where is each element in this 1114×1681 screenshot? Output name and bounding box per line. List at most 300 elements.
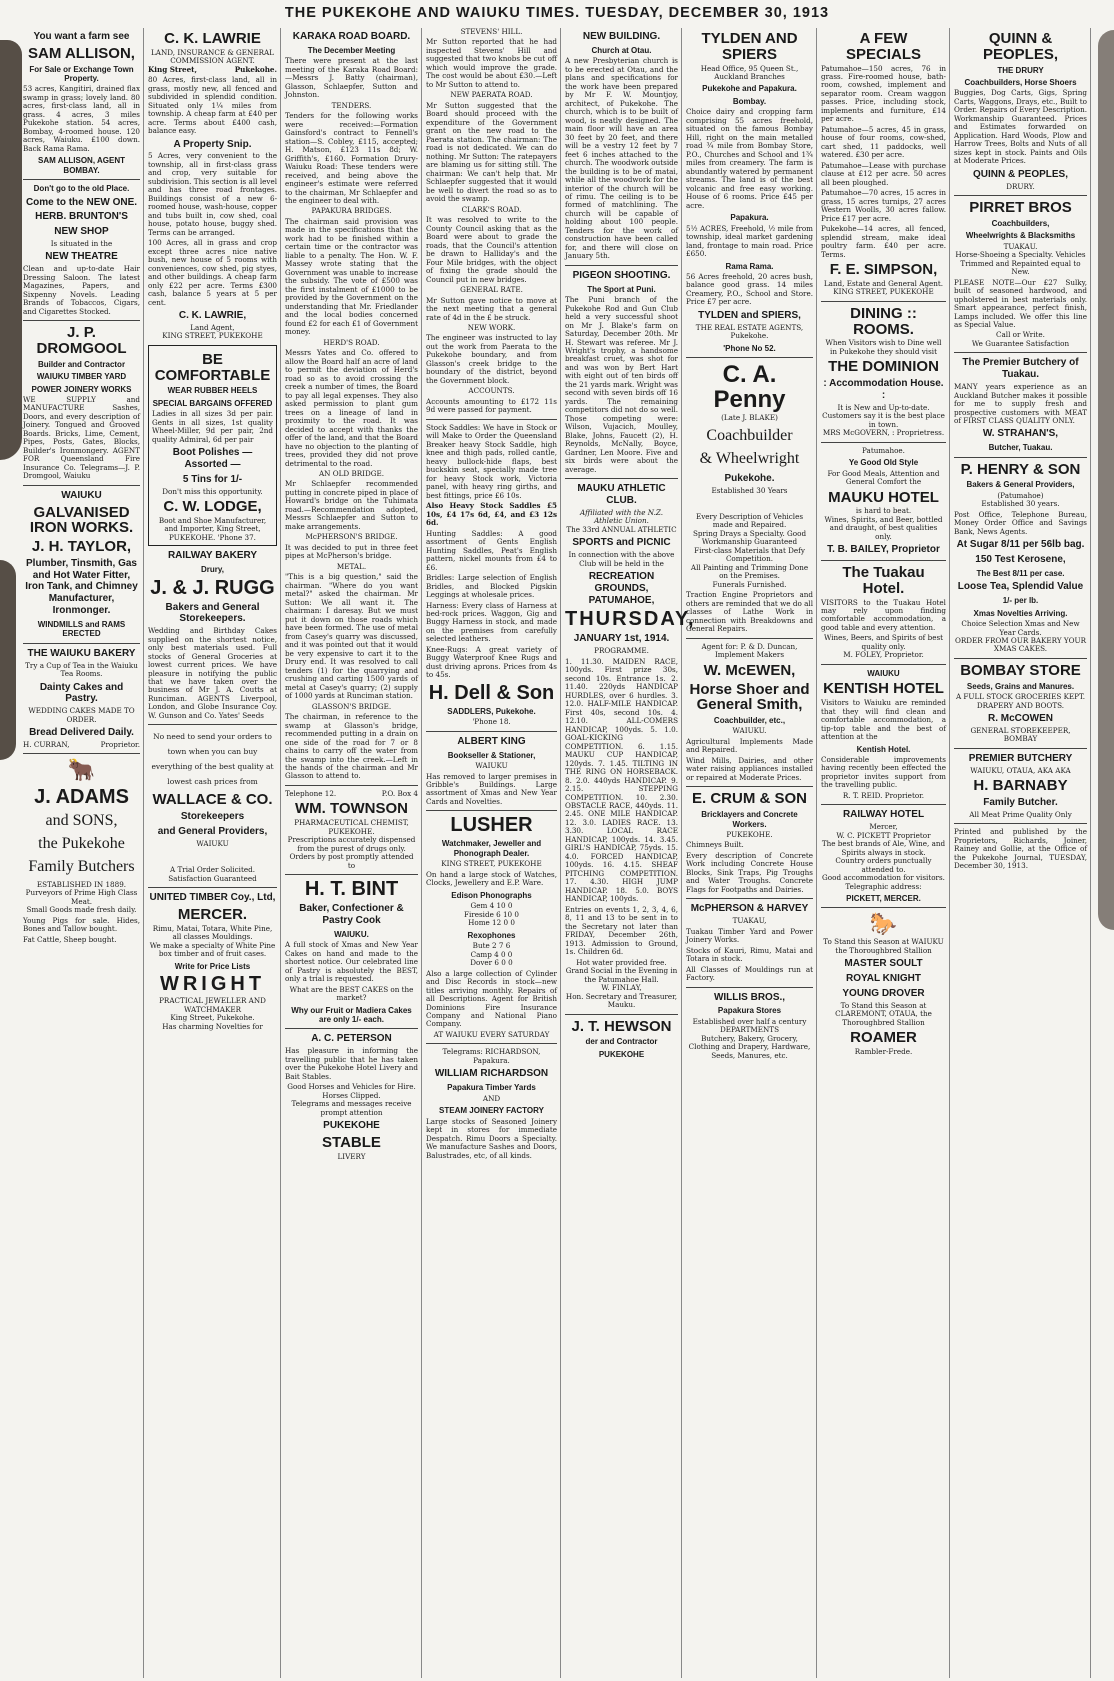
ts-name: TYLDEN and SPIERS,: [698, 309, 801, 321]
jan-date: JANUARY 1st, 1914.: [573, 633, 670, 645]
galvanised-works: GALVANISED IRON WORKS.: [29, 503, 134, 537]
penny-puk: Pukekohe.: [724, 472, 775, 484]
tuakau-hotel: The Tuakau Hotel.: [842, 564, 925, 597]
adams-pukekohe: the Pukekohe: [38, 835, 125, 853]
windmills: WINDMILLS and RAMS ERECTED: [37, 619, 126, 639]
lawrie-king: King Street,: [148, 64, 197, 74]
united-rimu: Rimu, Matai, Totara, White Pine, all classes Mouldings.: [152, 923, 273, 942]
be-comfortable: BE COMFORTABLE: [154, 350, 271, 384]
ckl-name: C. K. LAWRIE,: [178, 310, 247, 322]
situated: Is situated in the: [50, 239, 113, 248]
new-shop: NEW SHOP: [54, 226, 109, 238]
finlay: W. FINLAY,: [601, 983, 642, 993]
lodge-sub: Boot and Shoe Manufacturer, and Importer, King Street, PUKEKOHE. 'Phone 37.: [158, 515, 267, 542]
herds-head: HERD'S ROAD.: [323, 337, 380, 347]
king-waiuku: WAIUKU: [475, 761, 508, 771]
mcewen-waiuku: WAIUKU.: [732, 726, 767, 736]
pirret-please: PLEASE NOTE—Our £27 Sulky, built of seasoned hardwood, and upholstered in best materials only. Smart appearance, perfect finish, Lamps included. We offer this line as Special Value.: [954, 277, 1087, 329]
newwork-text: The engineer was instructed to lay out the work from Paerata to the Pukekohe boundary, and from Glasson's creek bridge to the boundary of the district, beyond the Government block.: [426, 333, 557, 385]
dover: Dover 6 0 0: [470, 958, 513, 968]
special-1: Patumahoe—150 acres, 76 in grass. Fire-roomed house, bath-room, cowshed, implement and separator room. Cream waggon passes. Price, including stock, implements and furniture, £14 per acre.: [821, 63, 946, 124]
peterson-title: A. C. PETERSON: [311, 1033, 392, 1045]
records: Also a large collection of Cylinder and Disc Records in stock—new titles arriving monthly. Repairs of all Descriptions. Agent for British Dominions Fire Insurance Company and National Piano Company.: [426, 968, 557, 1029]
tuakau-visitors: VISITORS to the Tuakau Hotel may rely upon finding comfortable accommodation, a good table and every attention.: [821, 597, 946, 632]
quinn-text: Buggies, Dog Carts, Gigs, Spring Carts, Waggons, Drays, etc., Built to Order. Repairs of Every Description. Workmanship Guaranteed. Prices and Estimates forwarded on Application. Hard Woods, Plow and Harrow Trees, Bolts and Nuts of all sizes kept in stock. Paints and Oils at Moderate Prices.: [954, 88, 1087, 166]
bint-title: H. T. BINT: [304, 878, 399, 901]
penny-spring: Spring Drays a Specialty. Good Workmanship Guaranteed: [692, 528, 807, 547]
premier-butchery-2: PREMIER BUTCHERY: [968, 752, 1073, 764]
penny-coach: Coachbuilder: [706, 426, 793, 444]
lusher-addr: KING STREET, PUKEKOHE: [441, 859, 542, 869]
kentish-2: Kentish Hotel.: [856, 744, 911, 754]
stand-claremont: To Stand this Season at CLAREMONT, OTAUA, the Thoroughbred Stallion: [835, 1000, 932, 1027]
lawrie-5: 5 Acres, very convenient to the township, all in first-class grass and crop, very suitable for subdivision. This section is all level and has three road frontages. Buildings consist of a new 6-roomed house, wash-house, copper and tubs built in, cow shed, coal house, potato house, buggy shed. Terms can be arranged.: [148, 151, 277, 237]
loose-tea: Loose Tea, Splendid Value: [957, 581, 1084, 593]
dromgool-sub: Builder and Contractor: [37, 359, 126, 369]
lawrie-title: C. K. LAWRIE: [164, 30, 261, 47]
simpson-title: F. E. SIMPSON,: [829, 261, 938, 279]
hot-water: Hot water provided free.: [576, 957, 667, 967]
satisfaction: Satisfaction Guaranteed: [168, 873, 257, 883]
chemist: PHARMACEUTICAL CHEMIST, PUKEKOHE.: [294, 818, 409, 836]
edison: Edison Phonographs: [451, 890, 532, 900]
dell-sub: SADDLERS, Pukekohe.: [447, 706, 536, 716]
need-text: No need to send your orders to town when you can buy everything of the best quality at lowest cash prices from: [151, 732, 274, 787]
special-2: Patumahoe—5 acres, 45 in grass, house of four rooms, cow-shed, cart shed, 11 paddocks, well watered. £30 per acre.: [821, 124, 946, 160]
simpson-addr: KING STREET, PUKEKOHE: [833, 287, 934, 297]
church-text: A new Presbyterian church is to be erected at Otau, and the plans and specifications for the work have been prepared by Mr F. W. Mountjoy, architect, of Pukekohe. The church, which is to be built of wood, is neatly designed. The main floor will have an area 30 feet by 20 feet, and there will be a vestry 12 feet by 7 feet 6 inches attached to the church. The woodwork outside the building is to be of matai, while all the woodwork for the interior of the church will be of rimu. The ceiling is to be formed of matchlining. The church will be capable of holding about 100 people. Tenders for the work of construction have been called for, and there will close on January 5th.: [565, 56, 678, 261]
newpaerata-text: Mr Sutton suggested that the Board should proceed with the expenditure of the Government grant on the new road to the Paerata station. The chairman: The road is not dedicated. We can do nothing. Mr Sutton: The ratepayers are blaming us for sitting still. The chairman: We can't help that. Mr Schlaepfer suggested that it would be well to divert the road so as to avoid the swamp.: [426, 100, 557, 204]
gem: Gem 4 10 0: [470, 901, 513, 911]
mauku-hotel: MAUKU HOTEL: [828, 488, 939, 506]
mcgovern: MRS McGOVERN, : Proprietress.: [822, 428, 945, 438]
railway-hotel: RAILWAY HOTEL: [842, 809, 925, 821]
rama-text: 56 Acres freehold, 20 acres bush, balance good grass. 14 miles Creamery, P.O., School and Store. Price £7 per acre.: [686, 271, 813, 307]
henry-pat: (Patumahoe): [997, 490, 1044, 500]
curran-role: Proprietor.: [100, 739, 140, 749]
dell-title: H. Dell & Son: [428, 681, 555, 704]
agent-for: Agent for: P. & D. Duncan, Implement Makers: [701, 641, 798, 660]
special-4: Patumahoe—70 acres, 15 acres in grass, 15 acres turnips, 27 acres Western Woolls, 30 acres fallow. Price £17 per acre.: [821, 188, 946, 223]
home: Home 12 0 0: [468, 918, 515, 928]
bombay-grocery: A FULL STOCK GROCERIES KEPT.: [955, 692, 1086, 702]
barnaby: H. BARNABY: [973, 777, 1068, 795]
pirret-sub: Coachbuilders,: [991, 218, 1050, 228]
mouldings: All Classes of Mouldings run at Factory.: [686, 964, 813, 983]
entries: Entries on events 1, 2, 3, 4, 6, 8, 11 and 13 to be sent in to the Secretary not later than FRIDAY, December 26th, 1913. Admission to Ground, 1s. Children 6d.: [565, 904, 678, 957]
bombay-drapery: DRAPERY AND BOOTS.: [976, 700, 1065, 710]
glasson-head: GLASSON'S BRIDGE.: [311, 701, 392, 711]
kentish-waiuku: WAIUKU: [867, 668, 900, 678]
penny-painting: All Painting and Trimming Done on the Premises.: [690, 562, 809, 581]
simpson-sub: Land, Estate and General Agent.: [823, 278, 944, 288]
waiuku-line: WAIUKU: [196, 838, 229, 848]
stocks: Stocks of Kauri, Rimu, Matai and Totara in stock.: [686, 945, 813, 964]
wright-title: WRIGHT: [159, 973, 266, 996]
pirret-wheel: Wheelwrights & Blacksmiths: [965, 231, 1076, 241]
column-2: [145, 28, 281, 1678]
general-providers: and General Providers,: [157, 825, 268, 837]
newpaerata-head: NEW PAERATA ROAD.: [450, 90, 533, 100]
sam-allison-title: SAM ALLISON,: [28, 44, 135, 62]
papakura-head: Papakura.: [730, 213, 769, 223]
new-theatre: NEW THEATRE: [45, 251, 118, 263]
lawrie-80: 80 Acres, first-class land, all in grass, mostly new, all fenced and subdivided in splendid condition. Situated only 1¼ miles from township. A cheap farm at £40 per acre. Terms about £400 cash, balance easy.: [148, 75, 277, 136]
king-text: Has removed to larger premises in Gribble's Buildings. Large assortment of Xmas and New Year Cards and Novelties.: [426, 771, 557, 806]
hewson-sub: der and Contractor: [585, 1037, 658, 1047]
dont-miss: Don't miss this opportunity.: [162, 486, 263, 496]
karaka-t7: "This is a big question," said the chairman. "Where do you want metal?" asked the chairman. Mr Sutton: We all want it. The chairman: I daresay. But we must put it down on those roads which have been formed. The use of metal from Casey's quarry was discussed, and it was pointed out that it would be very expensive to cart it to the Drury end. It was resolved to call tenders (1) for the quarrying and crushing and carting 1500 yards of metal at Casey's quarry; (2) supply of 1000 yards at Runciman station.: [285, 572, 418, 701]
young-drover: YOUNG DROVER: [842, 987, 925, 999]
dont-go: Don't go to the old Place.: [33, 184, 130, 194]
column-3: [282, 28, 422, 1678]
crum-sub: Bricklayers and Concrete Workers.: [701, 810, 798, 829]
reid: R. T. REID. Proprietor.: [842, 790, 925, 800]
united-mercer: MERCER.: [177, 906, 248, 924]
rate-text: Mr Sutton gave notice to move at the next meeting that a general rate of 4d in the £ be struck.: [426, 295, 557, 322]
affiliated: Affiliated with the N.Z. Athletic Union.: [579, 507, 664, 526]
premier-butchery: The Premier Butchery of Tuakau.: [962, 357, 1079, 381]
mcph-harvey: McPHERSON & HARVEY: [690, 903, 809, 915]
bint-waiuku: WAIUKU.: [334, 929, 369, 939]
tins: 5 Tins for 1/-: [182, 473, 243, 485]
lodge-title: C. W. LODGE,: [163, 498, 262, 516]
hunting: Hunting Saddles: A good assortment of Gents English Hunting Saddles, Peat's English pattern, nickel mounts from £4 to £6.: [426, 528, 557, 572]
coachbuilder: Coachbuilder, etc.,: [713, 716, 786, 725]
tylden-branches: Pukekohe and Papakura.: [702, 84, 797, 94]
patumahoe-head: Patumahoe.: [862, 445, 905, 455]
bailey: T. B. BAILEY, Proprietor: [827, 544, 940, 556]
penny-estab: Established 30 Years: [711, 485, 788, 495]
henry-postoffice: Post Office, Telephone Bureau, Money Order Office and Savings Bank, News Agents.: [954, 509, 1087, 536]
tenders-head: TENDERS.: [331, 100, 372, 110]
bread-delivered: Bread Delivered Daily.: [29, 727, 134, 739]
sam-agent: SAM ALLISON, AGENT BOMBAY.: [38, 156, 125, 175]
pukekohe-stable: PUKEKOHE: [323, 1120, 380, 1132]
rugg-bakers: Bakers and General Storekeepers.: [165, 601, 260, 625]
accounts-text: Accounts amounting to £172 11s 9d were passed for payment.: [426, 396, 557, 415]
roamer-sub: Rambler-Frede.: [854, 1046, 913, 1056]
bombay-head: Bombay.: [732, 96, 767, 106]
qp-name: QUINN & PEOPLES,: [972, 168, 1068, 180]
ladies-text: Ladies in all sizes 3d per pair. Gents in all sizes, 1st quality Wheel-Miller, 9d per pair, 2nd quality Admiral, 6d per pair: [152, 409, 273, 444]
best-cakes: What are the BEST CAKES on the market?: [289, 984, 414, 1003]
henry-sub: Bakers & General Providers,: [966, 480, 1075, 490]
karaka-t8: The chairman, in reference to the swamp at Glasson's bridge, recommended putting in a drain on one side of the road for 7 or 8 chains to carry off the water from the swamp into the creek.—Left in the hands of the chairman and Mr Glasson to attend to.: [285, 712, 418, 781]
connection: In connection with the above Club will be held in the: [568, 550, 675, 568]
karaka-t4: Messrs Yates and Co. offered to allow the Board half an acre of land to permit the deviation of Herd's road so as to avoid crossing the creek a number of times, the Board to pay all legal expenses. They also asked permission to plant gum trees on a lineage of land in proximity to the road. It was decided to accept with thanks the offer of the land, and that the Board have no objection to the planting of trees, provided they did not prove detrimental to the road.: [285, 348, 418, 468]
newbuilding-head: NEW BUILDING.: [582, 31, 661, 42]
column-4: [423, 28, 561, 1678]
henry-title: P. HENRY & SON: [960, 460, 1081, 478]
bint-baker: Baker, Confectioner & Pastry Cook: [299, 903, 404, 926]
wright-has: Has charming Novelties for: [162, 1021, 263, 1031]
karaka-t6: It was decided to put in three feet pipes at McPherson's bridge.: [285, 542, 418, 561]
special-5: Pukekohe—14 acres, all fenced, splendid stream, make ideal poultry farm. £40 per acre. Terms.: [821, 224, 946, 259]
karaka-title: KARAKA ROAD BOARD.: [292, 31, 411, 42]
lusher-text: On hand a large stock of Watches, Clocks, Jewellery and E.P. Ware.: [426, 869, 557, 888]
kero-best: The Best 8/11 per case.: [976, 568, 1065, 578]
recreation: RECREATION GROUNDS, PATUMAHOE,: [588, 571, 655, 606]
rich-title: WILLIAM RICHARDSON: [434, 1068, 549, 1080]
crum-title: E. CRUM & SON: [691, 790, 807, 808]
taylor-title: J. H. TAYLOR,: [31, 538, 132, 556]
come-new: Come to the NEW ONE.: [25, 196, 138, 208]
premier-many: MANY years experience as an Auckland Butcher makes it possible for me to supply fresh and prospective customers with MEAT of FIRST CLASS QUALITY ONLY.: [954, 382, 1087, 425]
henry-est: Established 30 years.: [981, 499, 1060, 509]
dining-rooms: DINING :: ROOMS.: [850, 304, 917, 338]
adams-family: Family Butchers: [28, 858, 135, 876]
sugar: At Sugar 8/11 per 56lb bag.: [956, 539, 1085, 551]
rugg-text: Wedding and Birthday Cakes supplied on the shortest notice, only best materials used. Full stocks of General Groceries at lowest current prices. We have pleasure in notifying the public that we have taken over the business of Mr J. A. Coutts at Runciman. AGENTS Liverpool, London, and Globe Insurance Coy. W. Gunson and Co. Yates' Seeds: [148, 626, 277, 720]
telegrams: Telegrams and messages receive prompt attention: [291, 1099, 412, 1117]
sam-sub: For Sale or Exchange Town Property.: [29, 64, 134, 83]
rate-head: GENERAL RATE.: [460, 285, 523, 295]
good-accom: Good accommodation for visitors.: [822, 873, 945, 883]
stand-waiuku: To Stand this Season at WAIUKU the Thoroughbred Stallion: [823, 937, 944, 955]
thursday: THURSDAY,: [565, 608, 696, 631]
telegraphic: Telegraphic address:: [845, 881, 922, 891]
sports-picnic: SPORTS and PICNIC: [572, 537, 671, 549]
quinn-coach: Coachbuilders, Horse Shoers: [964, 77, 1077, 87]
wallace-title: WALLACE & CO.: [152, 791, 273, 809]
railway-mercer: Mercer,: [869, 822, 898, 832]
lusher-sub: Watchmaker, Jeweller and Phonograph Dealer.: [441, 839, 542, 858]
penny-title: C. A. Penny: [713, 361, 786, 414]
master-soult: MASTER SOULT: [844, 958, 923, 970]
adams-cattle: Fat Cattle, Sheep bought.: [23, 934, 117, 944]
royal-knight: ROYAL KNIGHT: [845, 973, 921, 985]
choice-cards: Choice Selection Xmas and New Year Cards.: [961, 619, 1080, 637]
accom-house: : Accommodation House. :: [823, 378, 944, 401]
lawrie-puk: Pukekohe.: [234, 64, 277, 74]
stevens-head: STEVENS' HILL.: [460, 27, 523, 36]
horses-clipped: Horses Clipped.: [322, 1090, 381, 1100]
hewson-title: J. T. HEWSON: [571, 1017, 672, 1035]
willis-sub: Papakura Stores: [717, 1006, 782, 1016]
peterson-text: Has pleasure in informing the travelling public that he has taken over the Pukekohe Hotel Livery and Bait Stables.: [285, 1046, 418, 1081]
kerosene: 150 Test Kerosene,: [975, 554, 1066, 566]
bombay-store: BOMBAY STORE: [960, 661, 1081, 679]
waiuku-label: WAIUKU: [61, 489, 102, 501]
oldbridge-head: AN OLD BRIDGE.: [318, 469, 385, 478]
ckl-role: Land Agent,: [190, 322, 235, 332]
concrete: Every description of Concrete Work including Concrete House Blocks, Sink Traps, Pig Troughs and Water Troughs. Concrete Flags for Footpaths and Dairies.: [686, 850, 813, 894]
special-bargains: SPECIAL BARGAINS OFFERED: [152, 398, 273, 408]
storekeepers: Storekeepers: [180, 811, 245, 823]
wear-rubber: WEAR RUBBER HEELS: [167, 386, 258, 396]
order-bakery: ORDER FROM OUR BAKERY YOUR XMAS CAKES.: [954, 635, 1086, 654]
why-cakes: Why our Fruit or Madiera Cakes are only 1/- each.: [291, 1005, 412, 1024]
prime-meat: All Meat Prime Quality Only: [969, 809, 1072, 819]
tylden-office: Head Office, 95 Queen St., Auckland Branches: [700, 63, 799, 81]
pigeon-head: PIGEON SHOOTING.: [572, 269, 671, 281]
mauku-wines: Wines, Spirits, and Beer, bottled and draught, of best qualities only.: [824, 514, 943, 541]
grand-social: Grand Social in the Evening in the Patumahoe Hall.: [565, 966, 678, 984]
strahan: W. STRAHAN'S,: [982, 428, 1059, 440]
good-meals: For Good Meals, Attention and General Comfort the: [827, 468, 940, 487]
also-saddles: Also Heavy Stock Saddles £5 10s, £4 17s 6d, £4, and £3 12s 6d.: [426, 501, 557, 528]
hewson-addr: PUKEKOHE: [598, 1049, 645, 1059]
tylden-title: TYLDEN AND SPIERS: [701, 30, 798, 63]
the-drury: THE DRURY: [997, 65, 1044, 75]
pickett: W. C. PICKETT Proprietor: [836, 830, 931, 840]
cattle-icon: 🐂: [67, 758, 96, 784]
page-damage-left: [0, 40, 22, 460]
farm-heading: You want a farm see: [33, 31, 130, 42]
adams-small: Small Goods made fresh daily.: [26, 905, 137, 915]
willis-over: Established over half a century: [692, 1016, 807, 1026]
dromgool-text: WE SUPPLY and MANUFACTURE Sashes, Doors, and every description of Joinery. Tongued and Grooved Boards. Bricks, Lime, Cement, Pipes, Posts, Gates, Blocks, Builder's Ironmongery. AGENT FOR Queensland Fire Insurance Co. Telegrams—J. P. Dromgool, Waiuku: [23, 395, 140, 481]
trial-order: A Trial Order Solicited.: [170, 865, 255, 875]
strahan-butcher: Butcher, Tuakau.: [988, 443, 1053, 453]
chimneys: Chimneys Built.: [686, 840, 744, 850]
shop-text: Clean and up-to-date Hair Dressing Saloon. The latest Magazines, Papers, and Sixpenny Novels. Leading Brands of Tobaccos, Cigars, and Cigarettes Stocked.: [23, 264, 140, 316]
pickett-mercer: PICKETT, MERCER.: [846, 894, 921, 904]
kentish-hotel: KENTISH HOTEL: [823, 680, 944, 698]
masthead: THE PUKEKOHE AND WAIUKU TIMES. TUESDAY, DECEMBER 30, 1913: [284, 5, 830, 21]
adams-title: J. ADAMS: [34, 786, 129, 809]
page-damage-right: [1098, 30, 1114, 930]
bombay-seeds: Seeds, Grains and Manures.: [966, 681, 1075, 691]
wright-king: King Street, Pukekohe.: [170, 1013, 255, 1023]
bombay-text: Choice dairy and cropping farm comprising 55 acres freehold, situated on the famous Bombay Hill, right on the main metalled road ¾ mile from Bombay Store, P.O., Churches and School and 1¾ miles from creamery. The farm is abundantly watered by permanent streams. The land is of the best volcanic and free easy working. House of 6 rooms. Price £45 per acre.: [686, 107, 813, 210]
prescriptions: Prescriptions accurately dispensed from the purest of drugs only.: [287, 835, 416, 853]
mauku-club: MAUKU ATHLETIC CLUB.: [577, 483, 666, 507]
bint-text: A full stock of Xmas and New Year Cakes on hand and made to the shortest notice. Our celebrated line of Pastry is absolutely the BEST, only a trial is requested.: [285, 940, 418, 984]
rich-sub: Papakura Timber Yards: [447, 1083, 536, 1093]
ckl-addr: KING STREET, PUKEKOHE: [162, 331, 263, 341]
ts-sub: THE REAL ESTATE AGENTS, Pukekohe.: [695, 322, 804, 341]
accounts-head: ACCOUNTS.: [468, 386, 515, 396]
penny-first: First-class Materials that Defy Competition.: [694, 545, 805, 564]
country-orders: Country orders punctually attended to.: [835, 856, 932, 874]
pirret-horse: Horse-Shoeing a Specialty. Vehicles Trimmed and Repainted equal to New.: [955, 250, 1086, 277]
column-8: [951, 28, 1091, 1678]
willis-depts: DEPARTMENTS: [719, 1025, 780, 1035]
secretary: Hon. Secretary and Treasurer, Mauku.: [565, 991, 678, 1010]
waiuku-timber: WAIUKU TIMBER YARD: [36, 372, 127, 382]
ts-phone: 'Phone No 52.: [723, 343, 776, 353]
programme: PROGRAMME.: [594, 646, 649, 656]
column-5: [562, 28, 696, 1678]
ye-olde: Ye Good Old Style: [848, 458, 919, 468]
windmills-text: Wind Mills, Dairies, and other water raising appliances installed or repaired at Moderate Prices.: [686, 755, 813, 782]
willis-dept-text: Butchery, Bakery, Grocery, Clothing and Drapery, Hardware, Seeds, Manures, etc.: [688, 1033, 811, 1060]
mccowen: R. McCOWEN: [988, 713, 1053, 725]
karaka-t1: There were present at the last meeting of the Karaka Road Board:—Messrs J. Batty (chairman), Glasson, Schlaepfer, Sutton and Johnston.: [285, 56, 418, 100]
stock-saddles: Stock Saddles: We have in Stock or will Make to Order the Queensland Breaker heavy Stock Saddle, high knee and thigh pads, rolled cantle, heavy bullock-hide flaps, best buckskin seat, specially made tree for heavy Stock work, Victoria panel, with heavy ring girths, and best fittings, price £6 10s.: [426, 422, 557, 500]
xmas-novelties: Xmas Novelties Arriving.: [973, 608, 1068, 618]
fireside: Fireside 6 10 0: [464, 909, 519, 919]
specials-title: A FEW SPECIALS: [845, 30, 921, 63]
harness: Harness: Every class of Harness at bed-rock prices. Waggon, Gig and Buggy Harness in stock, and made on the premises from carefully selected leathers.: [426, 600, 557, 644]
penny-late: (Late J. BLAKE): [721, 413, 778, 423]
sport-head: The Sport at Puni.: [587, 284, 656, 294]
steam-joinery: STEAM JOINERY FACTORY: [439, 1106, 544, 1116]
railway-bakery: RAILWAY BAKERY: [167, 550, 258, 562]
newwork-head: NEW WORK.: [467, 322, 516, 332]
otaua: WAIUKU, OTAUA, AKA AKA: [970, 765, 1071, 775]
pirret-guar: We Guarantee Satisfaction: [971, 338, 1070, 348]
rama-head: Rama Rama.: [725, 261, 774, 271]
annual: The 33rd ANNUAL ATHLETIC: [566, 524, 677, 534]
every-saturday: AT WAIUKU EVERY SATURDAY: [433, 1029, 550, 1039]
tuakau: TUAKAU,: [732, 916, 767, 926]
horse-icon: 🐎: [869, 912, 898, 938]
roamer: ROAMER: [850, 1029, 917, 1047]
agri: Agricultural Implements Made and Repaired.: [686, 736, 813, 755]
bute: Bute 2 7 6: [472, 941, 511, 951]
brands: The best brands of Ale, Wine, and Spirits always in stock.: [821, 839, 946, 857]
telegrams-rich: Telegrams: RICHARDSON, Papakura.: [442, 1047, 541, 1065]
clarks-head: CLARK'S ROAD.: [461, 204, 522, 214]
pirret-tuakau: TUAKAU.: [1003, 241, 1038, 251]
write-lists: Write for Price Lists: [174, 961, 251, 971]
pobox: P.O. Box 4: [381, 788, 418, 798]
crum-addr: PUKEKOHE.: [726, 829, 773, 839]
kentish-consid: Considerable improvements having recently been effected the proprietor invites support from the travelling public.: [821, 754, 946, 790]
page-damage-left-2: [0, 560, 16, 760]
united-spec: We make a specialty of White Pine box timber and of fruit cases.: [149, 940, 276, 959]
horses-hire: Good Horses and Vehicles for Hire.: [287, 1082, 416, 1092]
rexophones: Rexophones: [467, 930, 516, 940]
horse-shoer: Horse Shoer and General Smith,: [689, 680, 810, 714]
curran: H. CURRAN,: [23, 739, 70, 749]
kentish-text: Visitors to Waiuku are reminded that they will find clean and comfortable accommodation, a tip-top table and the best of attention at the: [821, 698, 946, 742]
church-head: Church at Otau.: [591, 45, 652, 55]
lusher-title: LUSHER: [450, 814, 533, 837]
dine-visit: When Visitors wish to Dine well in Pukekohe they should visit: [825, 338, 942, 356]
drury: Drury,: [201, 565, 224, 575]
penny-wheel: & Wheelwright: [699, 449, 800, 467]
karaka-t3: The chairman said provision was made in the specifications that the work had to be finished within a certain time or the contractor was liable to a penalty. The Hon. W. F. Massey wrote stating that the Government was unable to increase the subsidy. The vote of £500 was the first instalment of £1000 to be provided by the Government on the understanding that Mr. Friedlander and the local bodies concerned found £2 for each £1 of Government money.: [285, 216, 418, 337]
boot-polishes: Boot Polishes — Assorted —: [172, 447, 253, 470]
wedding-cakes: WEDDING CAKES MADE TO ORDER.: [28, 706, 135, 724]
taylor-sub: Plumber, Tinsmith, Gas and Hot Water Fitter, Iron Tank, and Chimney Manufacturer, Ironmonger.: [25, 557, 138, 617]
dominion-new: It is New and Up-to-date. Customers say it is the best place in town.: [822, 402, 945, 429]
property-snip: A Property Snip.: [173, 138, 252, 150]
tea-per: 1/- per lb.: [1002, 596, 1039, 606]
dromgool-title: J. P. DROMGOOL: [36, 324, 127, 357]
king-title: ALBERT KING: [457, 735, 526, 747]
pigeon-text: The Puni branch of the Pukekohe Rod and Gun Club held a very successful shoot on Mr J. Blake's farm on Saturday, December 20th. Mr H. Stewart was referee. Mr J. Wright's trophy, a handsome breakfast cruet, was shot for and was won by Bert Hart with eight out of ten birds off the 21 yards mark. Wright was second with seven birds off 16 yards. The remaining competitors did not do so well. Those competing were: Wilson, Vujacich, Moulley, Blake, Johns, Faucett (2), H. Reynolds, McNally, Boyce, Gardner, Len Moore. Five and six birds were about the average.: [565, 295, 678, 474]
bakery-text: Try a Cup of Tea in the Waiuku Tea Rooms.: [25, 660, 138, 679]
penny-funerals: Funerals Furnished.: [712, 579, 787, 589]
pirret-call: Call or Write.: [996, 330, 1045, 340]
livery: LIVERY: [337, 1151, 366, 1161]
wright-practical: PRACTICAL JEWELLER AND WATCHMAKER: [159, 996, 266, 1014]
papakura-head: PAPAKURA BRIDGES.: [311, 206, 392, 216]
mcewen-title: W. McEWEN,: [703, 661, 796, 679]
papakura-text: 5½ ACRES, Freehold, ½ mile from township, ideal market gardening land, frontage to main road. Price £650.: [686, 223, 813, 259]
stable: STABLE: [322, 1133, 381, 1151]
programme-list: 1. 11.30. MAIDEN RACE, 100yds. First prize 30s, second 10s. Entrance 1s. 2. 11.40. 220yds HANDICAP HURDLES, over 6 hurdles. 3. 12.0. HALF-MILE HANDICAP. First 40s, second 10s. 4. 12.10. ALL-COMERS HANDICAP, 100yds. 5. 1.0. GOAL-KICKING COMPETITION. 6. 1.15. MAUKU CUP HANDICAP, 120yds. 7. 1.45. TILTING IN THE RING ON HORSEBACK. 8. 2.0. 440yds HANDICAP. 9. 2.15. STEPPING COMPETITION. 10. 2.30. OBSTACLE RACE, 440yds. 11. 2.45. ONE MILE HANDICAP. 12. 3.0. LADIES RACE. 13. 3.30. LOCAL RACE HANDICAP, 100yds. 14. 3.45. GIRL'S HANDICAP, 75yds. 15. 4.0. FORCED HANDICAP, 100yds. 16. 4.15. SHEAF PITCHING COMPETITION. 17. 4.30. HIGH JUMP HANDICAP. 18. 5.0. BOYS HANDICAP, 100yds.: [565, 656, 678, 904]
king-sub: Bookseller & Stationer,: [447, 750, 536, 760]
timber-yard: Tuakau Timber Yard and Power Joinery Works.: [686, 926, 813, 945]
mccowen-sub: GENERAL STOREKEEPER, BOMBAY: [970, 725, 1071, 744]
metal-head: METAL.: [336, 561, 367, 571]
farm-text: 53 acres, Kangitiri, drained flax swamp in grass; lovely land. 80 acres, first-class land, all in grass. 4 acres, 3 miles Pukekohe station. 54 acres, Bombay, 4-roomed house. 120 acres, Waiuku. £100 down. Back Rama Rama.: [23, 84, 140, 153]
adams-est: ESTABLISHED IN 1889.: [36, 879, 127, 889]
hard-beat: is hard to beat.: [855, 506, 912, 516]
column-7: [818, 28, 950, 1678]
camp: Camp 4 0 0: [470, 949, 513, 959]
power-joinery: POWER JOINERY WORKS: [31, 384, 132, 394]
townson-title: WM. TOWNSON: [294, 800, 409, 818]
penny-traction: Traction Engine Proprietors and others are reminded that we do all classes of Lathe Work in connection with Breakdowns and General Repairs.: [686, 590, 813, 634]
stevens-text: Mr Sutton reported that he had inspected Stevens' Hill and suggested that two knobs be cut off which would improve the grade. The cost would be about £30.—Left to Mr Sutton to attend to.: [426, 37, 557, 89]
